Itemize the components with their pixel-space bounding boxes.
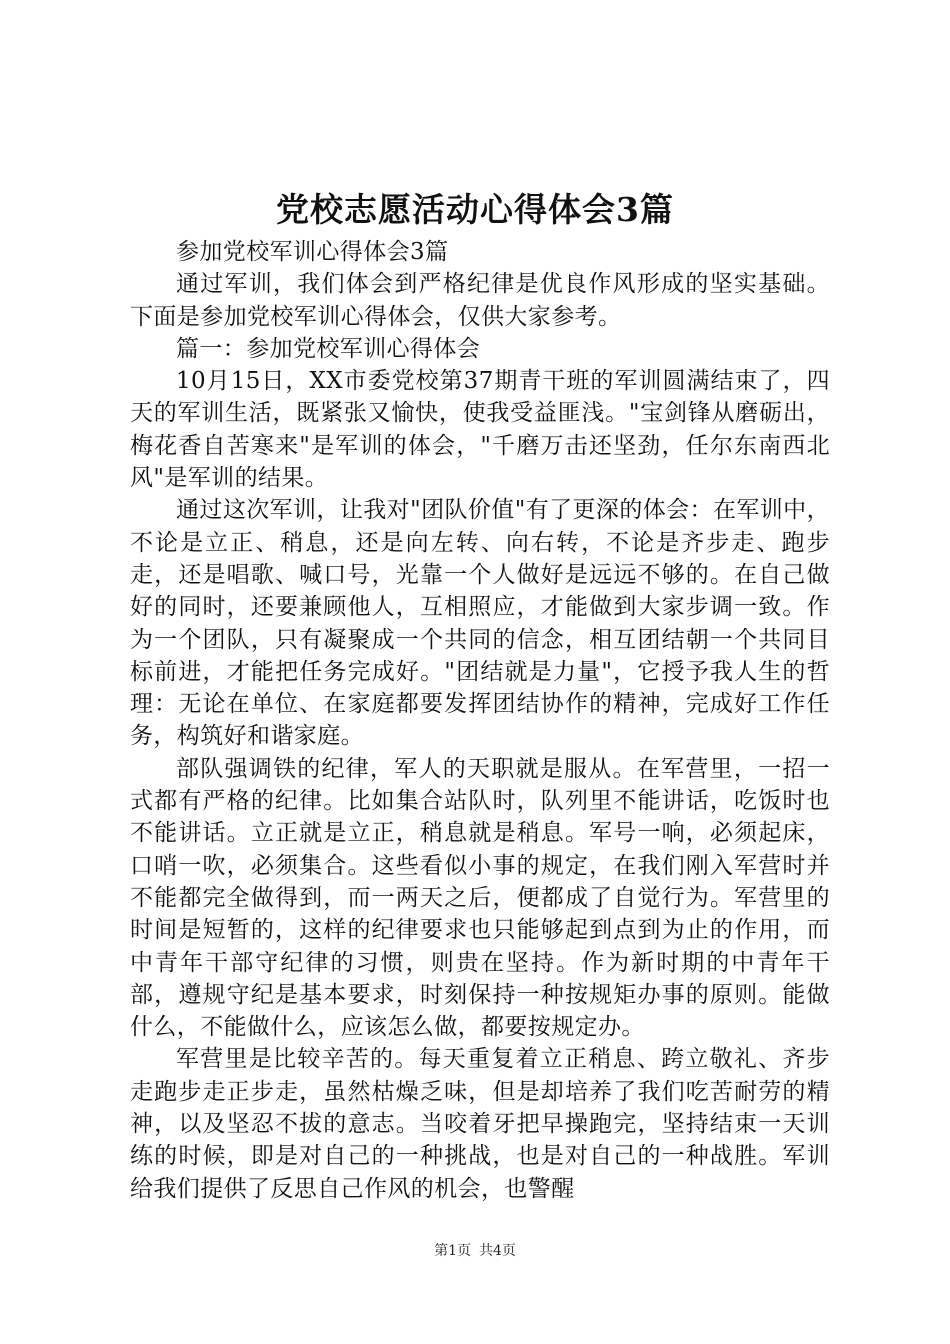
page-number: 第1页 <box>434 1243 471 1259</box>
paragraph: 军营里是比较辛苦的。每天重复着立正稍息、跨立敬礼、齐步走跑步走正步走，虽然枯燥乏味，但是却培养了我们吃苦耐劳的精神，以及坚忍不拔的意志。当咬着牙把早操跑完，坚持结束一天训练的时候，即是对自己的一种挑战，也是对自己的一种战胜。军训给我们提供了反思自己作风的机会，也警醒 <box>130 1046 830 1202</box>
document-title: 党校志愿活动心得体会3篇 <box>276 190 674 229</box>
paragraph-intro: 通过军训，我们体会到严格纪律是优良作风形成的坚实基础。下面是参加党校军训心得体会，仅供大家参考。 <box>130 271 830 330</box>
paragraph-subtitle: 参加党校军训心得体会3篇 <box>176 239 449 265</box>
paragraph: 部队强调铁的纪律，军人的天职就是服从。在军营里，一招一式都有严格的纪律。比如集合站队时，队列里不能讲话，吃饭时也不能讲话。立正就是立正，稍息就是稍息。军号一响，必须起床，口哨一吹，必须集合。这些看似小事的规定，在我们刚入军营时并不能都完全做得到，而一两天之后，便都成了自觉行为。军营里的时间是短暂的，这样的纪律要求也只能够起到点到为止的作用，而中青年干部守纪律的习惯，则贵在坚持。作为新时期的中青年干部，遵规守纪是基本要求，时刻保持一种按规矩办事的原则。能做什么，不能做什么，应该怎么做，都要按规定办。 <box>130 755 830 1041</box>
page-footer <box>0 1240 950 1260</box>
section-heading: 篇一：参加党校军训心得体会 <box>176 335 481 362</box>
page-total: 共4页 <box>479 1243 516 1259</box>
paragraph: 10月15日，XX市委党校第37期青干班的军训圆满结束了，四天的军训生活，既紧张又愉快，使我受益匪浅。"宝剑锋从磨砺出，梅花香自苦寒来"是军训的体会，"千磨万击还坚劲，任尔东南西北风"是军训的结果。 <box>130 368 830 492</box>
document-body <box>130 236 830 1205</box>
paragraph: 通过这次军训，让我对"团队价值"有了更深的体会：在军训中，不论是立正、稍息，还是向左转、向右转，不论是齐步走、跑步走，还是唱歌、喊口号，光靠一个人做好是远远不够的。在自己做好的同时，还要兼顾他人，互相照应，才能做到大家步调一致。作为一个团队，只有凝聚成一个共同的信念，相互团结朝一个共同目标前进，才能把任务完成好。"团结就是力量"，它授予我人生的哲理：无论在单位、在家庭都要发挥团结协作的精神，完成好工作任务，构筑好和谐家庭。 <box>130 497 830 750</box>
